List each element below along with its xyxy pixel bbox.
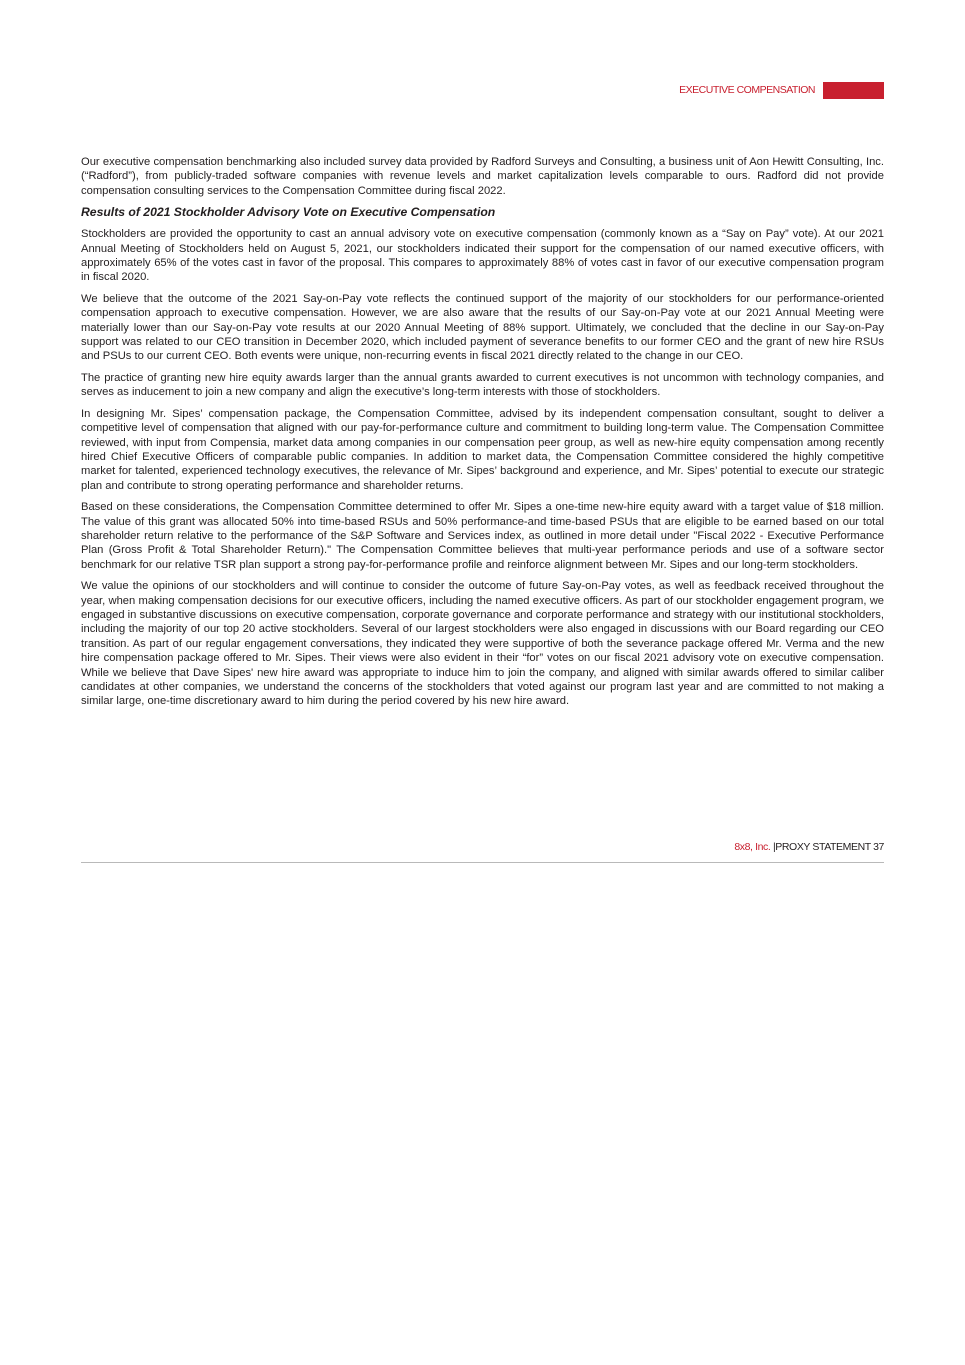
section-heading: Results of 2021 Stockholder Advisory Vote on Executive Compensation	[81, 205, 496, 220]
section-title: EXECUTIVE COMPENSATION	[679, 84, 815, 96]
paragraph-award: Based on these considerations, the Compensation Committee determined to offer Mr. Sipes a one-time new-hire equity award with a target value of $18 million. The value of this grant was allocated 50% into time-based RSUs and 50% performance-and time-based PSUs that are eligible to be earned based on our total shareholder return relative to the performance of the S&P Software and Services index, as outlined in more detail under "Fiscal 2022 - Executive Performance Plan (Gross Profit & Total Shareholder Return)." The Compensation Committee believes that multi-year performance periods and use of a software sector benchmark for our relative TSR plan support a strong pay-for-performance profile and reinforce alignment between Mr. Sipes and our long-term stockholders.	[81, 501, 884, 571]
page-footer	[734, 841, 884, 853]
paragraph-practice: The practice of granting new hire equity awards larger than the annual grants awarded to current executives is not uncommon with technology companies, and serves as inducement to join a new company and align the executive’s long-term interests with those of stockholders.	[81, 371, 884, 399]
footer-separator: |	[772, 841, 776, 853]
paragraph-engagement: We value the opinions of our stockholders and will continue to consider the outcome of future Say-on-Pay votes, as well as feedback received throughout the year, when making compensation decisions for our executive officers, including the named executive officers. As part of our stockholder engagement program, we engaged in substantive discussions on executive compensation, corporate governance and corporate performance and strategy with our institutional stockholders, including the majority of our top 20 active stockholders. Several of our largest stockholders were also engaged in discussions with our Board regarding our CEO transition. As part of our regular engagement conversations, they indicated they were supportive of both the severance package offered Mr. Verma and the new hire compensation package offered to Mr. Sipes. Their views were also evident in their “for” votes on our fiscal 2021 advisory vote on executive compensation. While we believe that Dave Sipes' new hire award was appropriate to induce him to join the company, and aligned with similar awards offered to similar caliber candidates at other companies, we understand the concerns of the stockholders that voted against our program last year and are committed to not making a similar large, one-time discretionary award to him during the period covered by his new hire award.	[81, 580, 884, 708]
paragraph-design: In designing Mr. Sipes’ compensation package, the Compensation Committee, advised by its independent compensation consultant, sought to deliver a competitive level of compensation that aligned with our pay-for-performance culture and commitment to building long-term value. The Compensation Committee reviewed, with input from Compensia, market data among companies in our compensation peer group, as well as new-hire equity compensation among recently hired Chief Executive Officers of comparable public companies. In addition to market data, the Compensation Committee considered the highly competitive market for talented, experienced technology executives, the relevance of Mr. Sipes’ background and experience, and Mr. Sipes’ potential to execute our strategic plan and contribute to strong operating performance and shareholder returns.	[81, 407, 884, 492]
page-header	[679, 82, 884, 99]
paragraph-say-on-pay: Stockholders are provided the opportunity to cast an annual advisory vote on executive compensation (commonly known as a “Say on Pay” vote). At our 2021 Annual Meeting of Stockholders held on August 5, 2021, our stockholders indicated their support for the compensation of our named executive officers, with approximately 65% of the votes cast in favor of the proposal. This compares to approximately 88% of votes cast in favor of our executive compensation program in fiscal 2020.	[81, 228, 884, 284]
footer-doc-label: PROXY STATEMENT 37	[775, 841, 884, 853]
paragraph-radford: Our executive compensation benchmarking also included survey data provided by Radford Surveys and Consulting, a business unit of Aon Hewitt Consulting, Inc. (“Radford”), from publicly-traded software companies with revenue levels and market capitalization levels comparable to ours. Radford did not provide compensation consulting services to the Compensation Committee during fiscal 2022.	[81, 156, 884, 197]
main-content	[81, 155, 884, 716]
header-accent-bar	[823, 82, 884, 99]
paragraph-outcome: We believe that the outcome of the 2021 Say-on-Pay vote reflects the continued support of the majority of our stockholders for our performance-oriented compensation approach to executive compensation. However, we are also aware that the results of our Say-on-Pay vote at our 2021 Annual Meeting were materially lower than our Say-on-Pay vote results at our 2020 Annual Meeting of 88% support. Ultimately, we concluded that the decline in our Say-on-Pay support was related to our CEO transition in December 2020, which included payment of severance benefits to our former CEO and the grant of new hire RSUs and PSUs to our current CEO. Both events were unique, non-recurring events in fiscal 2021 directly related to the change in our CEO.	[81, 292, 884, 363]
footer-divider	[81, 862, 884, 863]
footer-company: 8x8, Inc.	[734, 841, 771, 853]
